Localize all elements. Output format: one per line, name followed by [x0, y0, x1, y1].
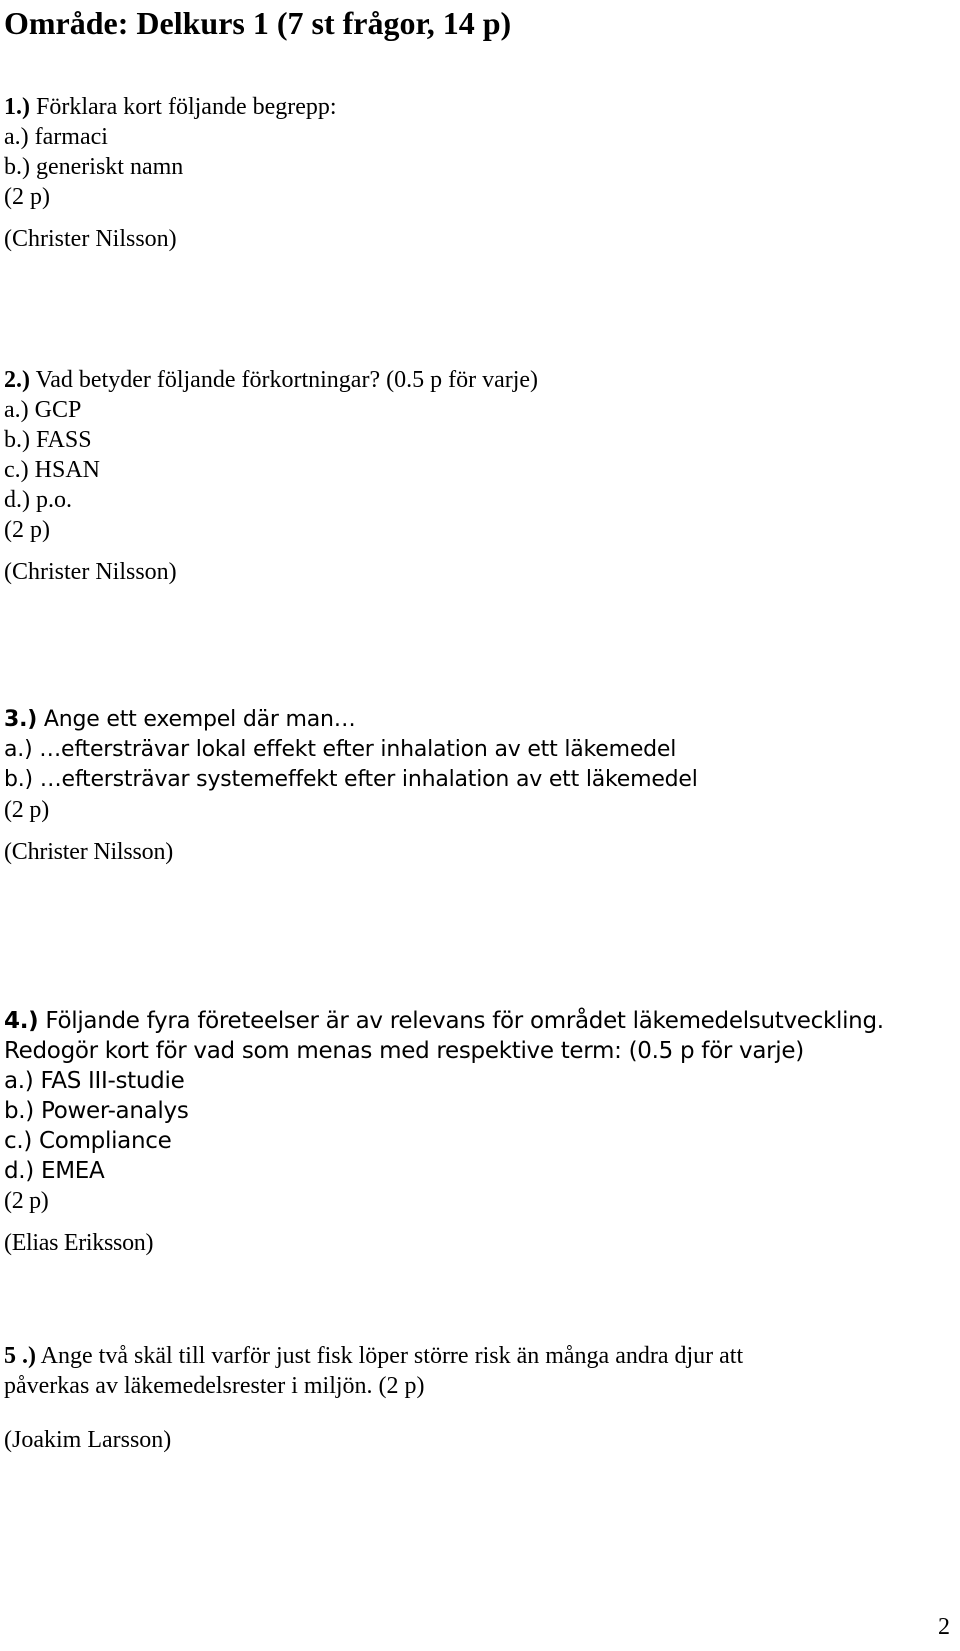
page-number: 2: [938, 1614, 950, 1640]
question-4-item-c: c.) Compliance: [4, 1128, 172, 1154]
question-1-author: (Christer Nilsson): [4, 226, 177, 252]
question-4-points: (2 p): [4, 1188, 49, 1214]
page-title: Område: Delkurs 1 (7 st frågor, 14 p): [4, 5, 512, 41]
question-3-item-b: b.) …eftersträvar systemeffekt efter inhalation av ett läkemedel: [4, 767, 698, 792]
question-3-points: (2 p): [4, 797, 49, 823]
question-2-item-d: d.) p.o.: [4, 487, 72, 513]
question-4: [4, 1006, 884, 1258]
question-3-text: [4, 705, 698, 735]
question-4-author: (Elias Eriksson): [4, 1230, 154, 1256]
question-3-author: (Christer Nilsson): [4, 839, 174, 865]
question-2-text: [4, 365, 538, 395]
question-3: [4, 705, 698, 867]
question-2-author: (Christer Nilsson): [4, 559, 177, 585]
question-2: [4, 365, 538, 587]
question-5: [4, 1341, 743, 1455]
question-1-text: [4, 92, 337, 122]
question-4-text: [4, 1006, 884, 1036]
question-2-number: 2.): [4, 367, 30, 393]
question-4-item-a: a.) FAS III-studie: [4, 1068, 185, 1094]
question-1-prompt: Förklara kort följande begrepp:: [30, 94, 337, 120]
question-1-points: (2 p): [4, 184, 50, 210]
question-3-prompt: Ange ett exempel där man…: [37, 707, 356, 732]
question-3-item-a: a.) …eftersträvar lokal effekt efter inhalation av ett läkemedel: [4, 737, 677, 762]
question-5-text: [4, 1341, 743, 1371]
question-5-prompt: Ange två skäl till varför just fisk löper större risk än många andra djur att: [36, 1343, 744, 1369]
question-5-number: 5 .): [4, 1343, 36, 1369]
question-2-item-b: b.) FASS: [4, 427, 92, 453]
question-4-prompt-cont: Redogör kort för vad som menas med respektive term: (0.5 p för varje): [4, 1038, 804, 1064]
question-2-prompt: Vad betyder följande förkortningar? (0.5 p för varje): [30, 367, 539, 393]
question-5-author: (Joakim Larsson): [4, 1427, 172, 1453]
question-1-item-a: a.) farmaci: [4, 124, 108, 150]
question-4-item-d: d.) EMEA: [4, 1158, 105, 1184]
question-3-number: 3.): [4, 707, 38, 732]
question-1: [4, 92, 337, 254]
question-4-prompt: Följande fyra företeelser är av relevans för området läkemedelsutveckling.: [38, 1008, 884, 1034]
question-4-item-b: b.) Power-analys: [4, 1098, 189, 1124]
question-1-item-b: b.) generiskt namn: [4, 154, 184, 180]
question-2-item-a: a.) GCP: [4, 397, 82, 423]
question-5-prompt-cont: påverkas av läkemedelsrester i miljön. (2 p): [4, 1373, 425, 1399]
question-4-number: 4.): [4, 1008, 39, 1034]
question-1-number: 1.): [4, 94, 30, 120]
question-2-item-c: c.) HSAN: [4, 457, 100, 483]
question-2-points: (2 p): [4, 517, 50, 543]
